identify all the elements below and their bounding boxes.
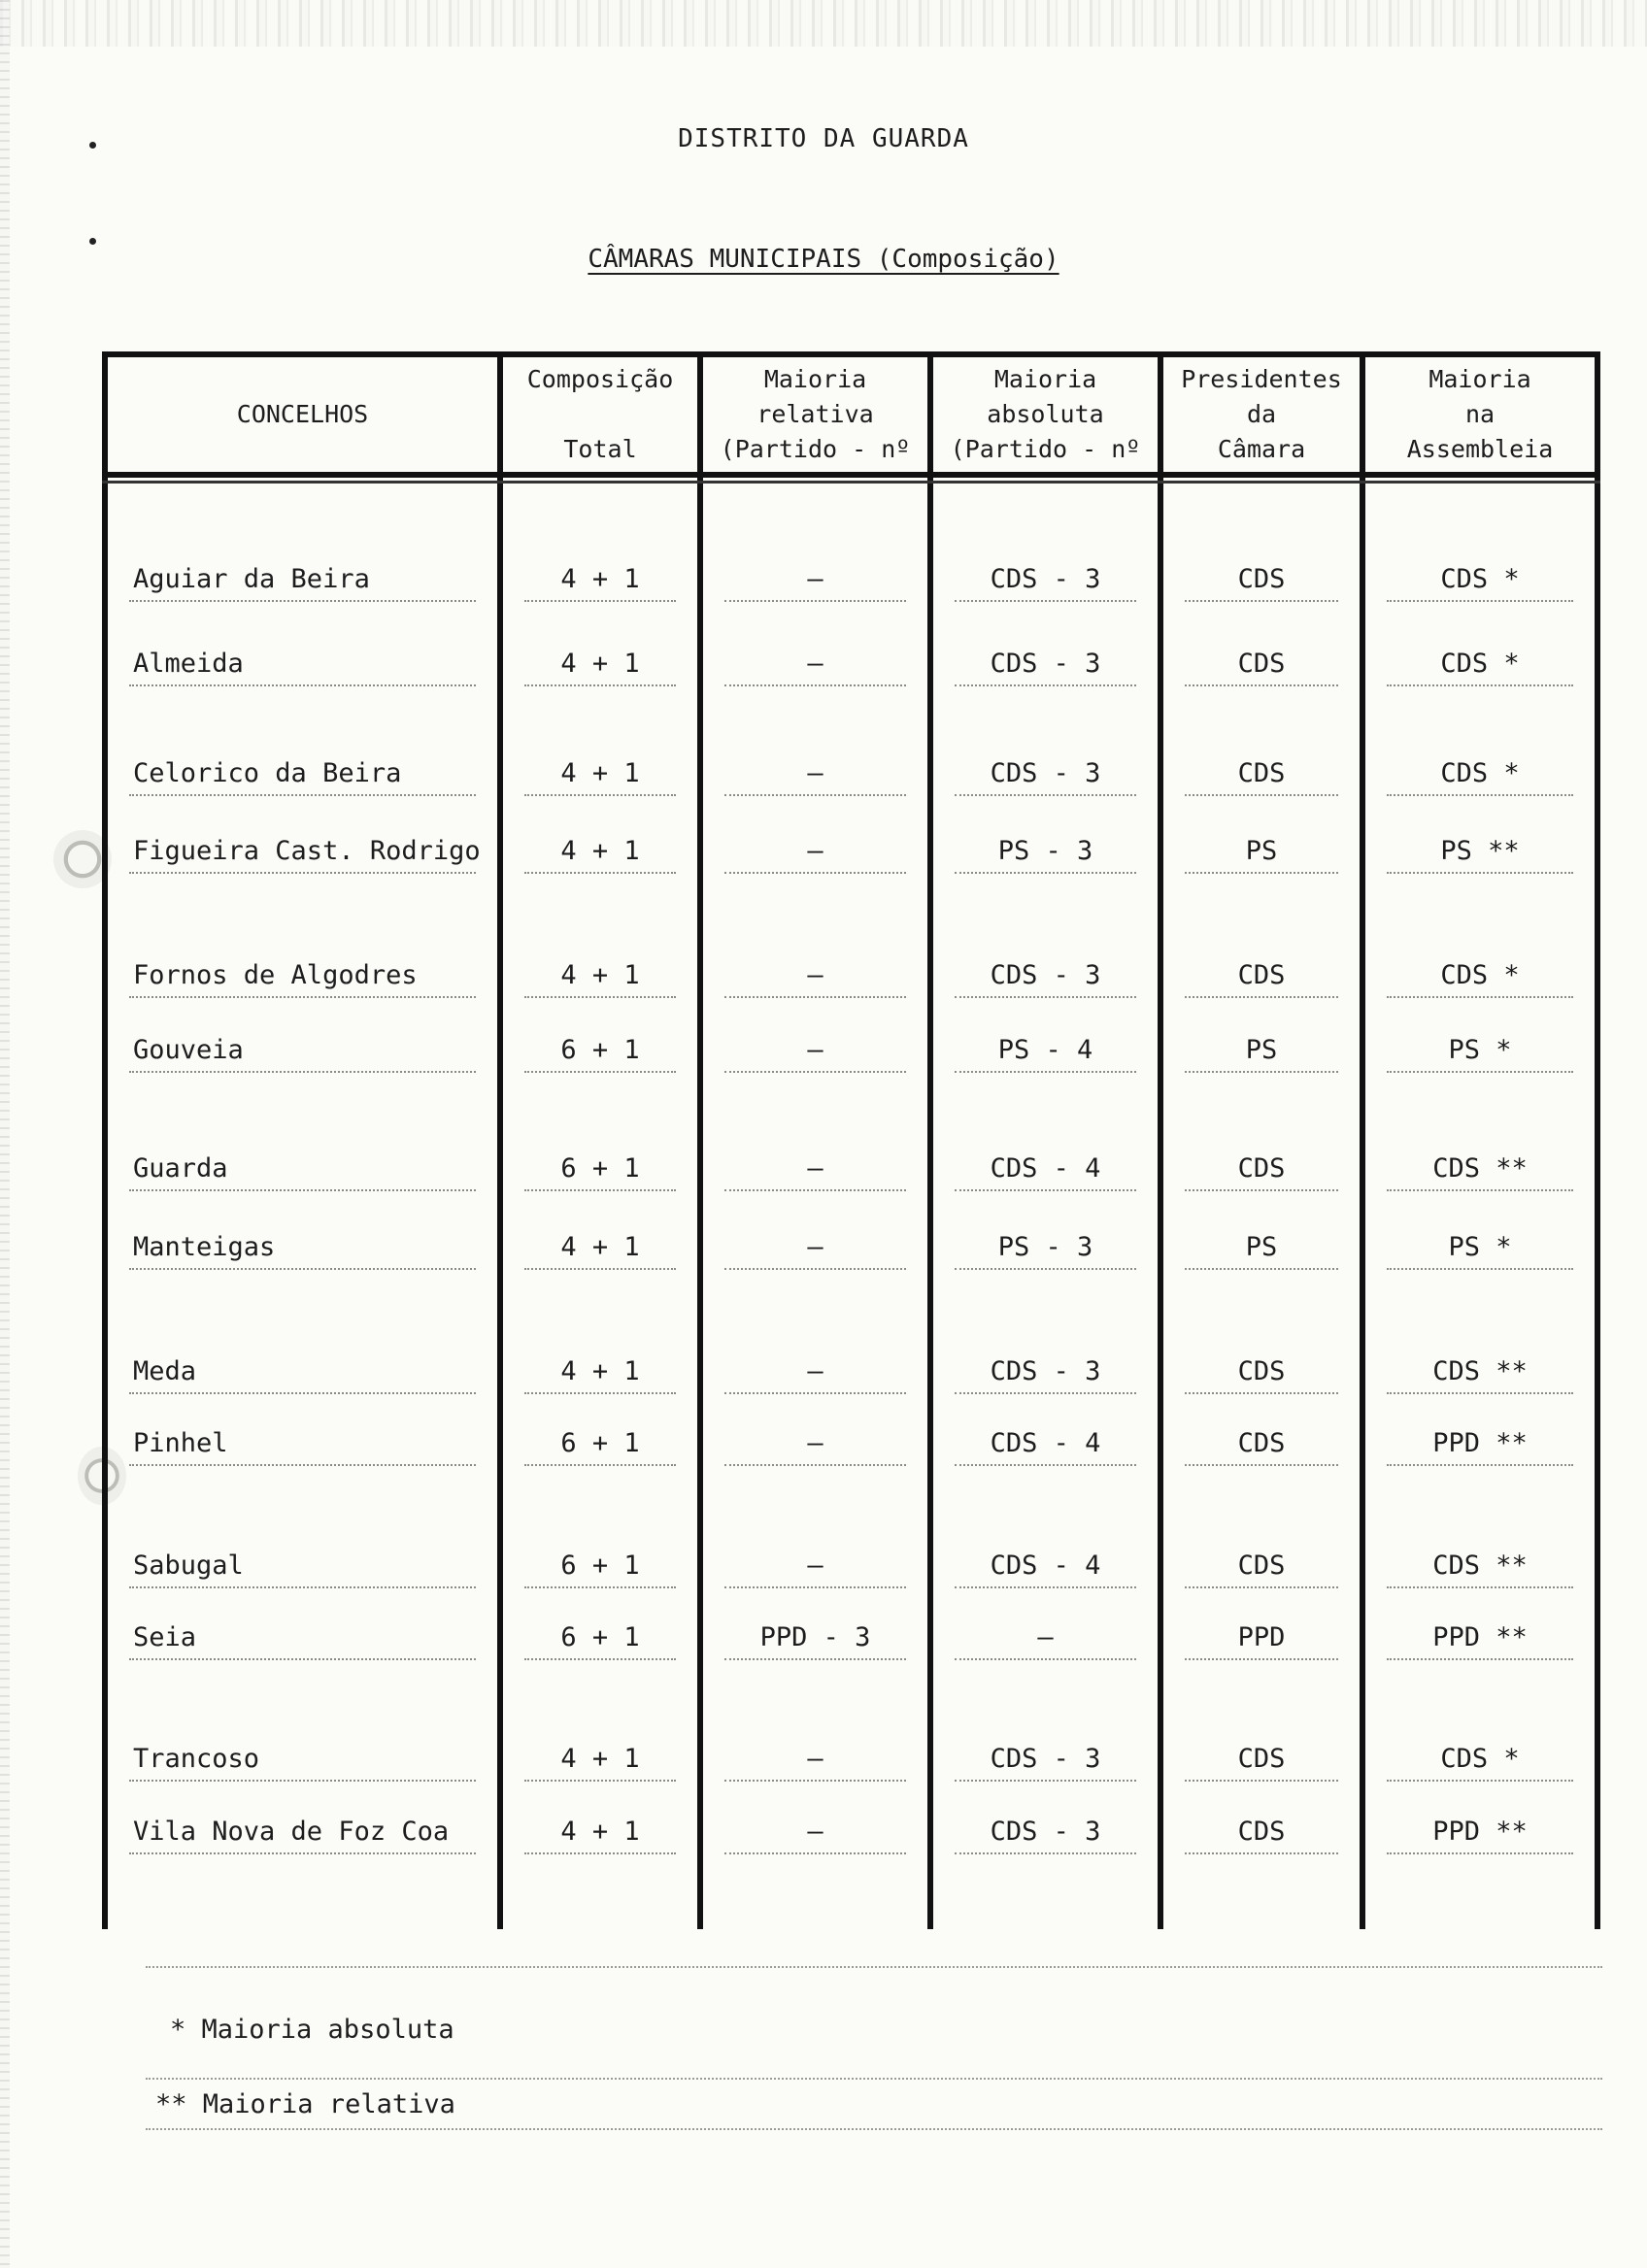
column-header-line: Presidentes: [1181, 365, 1342, 393]
assembly-majority-cell: CDS *: [1440, 758, 1520, 788]
row-guide-dots: [724, 1852, 906, 1854]
assembly-majority-cell: PS *: [1448, 1035, 1512, 1065]
column-header-line: relativa: [756, 400, 874, 428]
assembly-majority-cell: PPD **: [1432, 1817, 1528, 1847]
assembly-majority-cell: CDS *: [1440, 649, 1520, 679]
total-cell: 6 + 1: [560, 1428, 640, 1458]
absolute-majority-cell: CDS - 4: [990, 1428, 1101, 1458]
row-guide-dots: [1387, 1268, 1573, 1270]
column-header-line: (Partido - nº: [950, 435, 1141, 463]
row-guide-dots: [1185, 600, 1338, 602]
absolute-majority-cell: CDS - 3: [990, 1744, 1101, 1774]
row-guide-dots: [955, 1658, 1136, 1660]
row-guide-dots: [1387, 1464, 1573, 1466]
assembly-majority-cell: CDS *: [1440, 960, 1520, 990]
row-guide-dots: [524, 1268, 676, 1270]
column-header: [1365, 361, 1595, 468]
row-guide-dots: [1185, 1189, 1338, 1191]
column-header-line: da: [1246, 400, 1277, 428]
president-cell: CDS: [1237, 1817, 1286, 1847]
row-guide-dots: [524, 1071, 676, 1073]
concelho-cell: Guarda: [133, 1153, 228, 1184]
relative-majority-cell: —: [807, 649, 824, 679]
relative-majority-cell: —: [807, 564, 824, 594]
column-header: [933, 361, 1158, 468]
row-guide-dots: [129, 872, 476, 874]
row-guide-dots: [524, 794, 676, 796]
absolute-majority-cell: CDS - 4: [990, 1153, 1101, 1184]
row-guide-dots: [129, 1852, 476, 1854]
column-header-line: absoluta: [987, 400, 1104, 428]
row-guide-dots: [724, 996, 906, 998]
row-guide-dots: [955, 996, 1136, 998]
column-header-line: (Partido - nº: [720, 435, 911, 463]
row-guide-dots: [524, 1852, 676, 1854]
column-header-line: na: [1464, 400, 1496, 428]
total-cell: 6 + 1: [560, 1035, 640, 1065]
president-cell: CDS: [1237, 1428, 1286, 1458]
column-header-line: Composição: [526, 365, 674, 393]
header-rule: [102, 472, 1600, 478]
relative-majority-cell: PPD - 3: [759, 1622, 871, 1652]
relative-majority-cell: —: [807, 1153, 824, 1184]
row-guide-dots: [1185, 1586, 1338, 1588]
relative-majority-cell: —: [807, 1428, 824, 1458]
column-header: [1163, 361, 1360, 468]
punch-dot: [89, 238, 96, 245]
absolute-majority-cell: CDS - 3: [990, 758, 1101, 788]
row-guide-dots: [129, 1586, 476, 1588]
row-guide-dots: [524, 600, 676, 602]
column-header: [503, 361, 697, 468]
row-guide-dots: [955, 1586, 1136, 1588]
president-cell: CDS: [1237, 1356, 1286, 1386]
row-guide-dots: [1185, 1071, 1338, 1073]
relative-majority-cell: —: [807, 1232, 824, 1262]
total-cell: 6 + 1: [560, 1551, 640, 1581]
assembly-majority-cell: CDS *: [1440, 1744, 1520, 1774]
president-cell: PS: [1245, 1232, 1278, 1262]
absolute-majority-cell: CDS - 3: [990, 1356, 1101, 1386]
header-rule-thin: [102, 481, 1600, 484]
row-guide-dots: [1387, 872, 1573, 874]
assembly-majority-cell: PS **: [1440, 836, 1520, 866]
row-guide-dots: [955, 1780, 1136, 1782]
column-header-line: CONCELHOS: [236, 400, 369, 428]
absolute-majority-cell: CDS - 3: [990, 649, 1101, 679]
row-guide-dots: [724, 1586, 906, 1588]
row-guide-dots: [1185, 996, 1338, 998]
row-guide-dots: [1387, 1071, 1573, 1073]
row-guide-dots: [129, 684, 476, 686]
column-header: [703, 361, 927, 468]
row-guide-dots: [129, 1392, 476, 1394]
row-guide-dots: [955, 1852, 1136, 1854]
column-header-line: Maioria: [993, 365, 1097, 393]
total-cell: 4 + 1: [560, 649, 640, 679]
column-header: [108, 361, 497, 468]
row-guide-dots: [1185, 1852, 1338, 1854]
row-guide-dots: [1387, 996, 1573, 998]
concelho-cell: Seia: [133, 1622, 197, 1652]
assembly-majority-cell: PPD **: [1432, 1428, 1528, 1458]
row-guide-dots: [724, 1658, 906, 1660]
column-header-line: [592, 397, 607, 432]
row-guide-dots: [955, 600, 1136, 602]
legend-rule: [146, 2078, 1602, 2080]
row-guide-dots: [724, 1392, 906, 1394]
column-header-line: Assembleia: [1406, 435, 1554, 463]
row-guide-dots: [724, 1780, 906, 1782]
absolute-majority-cell: —: [1037, 1622, 1054, 1652]
total-cell: 4 + 1: [560, 1744, 640, 1774]
president-cell: CDS: [1237, 649, 1286, 679]
row-guide-dots: [1185, 1392, 1338, 1394]
row-guide-dots: [129, 996, 476, 998]
president-cell: CDS: [1237, 1551, 1286, 1581]
relative-majority-cell: —: [807, 1744, 824, 1774]
row-guide-dots: [1387, 600, 1573, 602]
total-cell: 6 + 1: [560, 1153, 640, 1184]
row-guide-dots: [724, 1268, 906, 1270]
row-guide-dots: [955, 872, 1136, 874]
row-guide-dots: [1185, 1780, 1338, 1782]
total-cell: 6 + 1: [560, 1622, 640, 1652]
row-guide-dots: [129, 1189, 476, 1191]
row-guide-dots: [955, 1464, 1136, 1466]
row-guide-dots: [955, 1268, 1136, 1270]
row-guide-dots: [955, 1392, 1136, 1394]
total-cell: 4 + 1: [560, 1817, 640, 1847]
row-guide-dots: [524, 1464, 676, 1466]
row-guide-dots: [724, 1189, 906, 1191]
row-guide-dots: [1185, 684, 1338, 686]
row-guide-dots: [724, 794, 906, 796]
relative-majority-cell: —: [807, 1035, 824, 1065]
legend-rule: [146, 2128, 1602, 2130]
relative-majority-cell: —: [807, 960, 824, 990]
row-guide-dots: [1185, 794, 1338, 796]
column-header-line: Total: [563, 435, 637, 463]
row-guide-dots: [955, 794, 1136, 796]
row-guide-dots: [724, 1464, 906, 1466]
row-guide-dots: [524, 1658, 676, 1660]
relative-majority-cell: —: [807, 836, 824, 866]
president-cell: CDS: [1237, 1153, 1286, 1184]
legend-rule: [146, 1966, 1602, 1968]
scan-noise-top: [0, 0, 1647, 47]
concelho-cell: Meda: [133, 1356, 197, 1386]
assembly-majority-cell: CDS **: [1432, 1153, 1528, 1184]
row-guide-dots: [129, 794, 476, 796]
president-cell: PS: [1245, 836, 1278, 866]
relative-majority-cell: —: [807, 758, 824, 788]
relative-majority-cell: —: [807, 1817, 824, 1847]
row-guide-dots: [1387, 684, 1573, 686]
row-guide-dots: [1387, 1852, 1573, 1854]
row-guide-dots: [129, 600, 476, 602]
relative-majority-cell: —: [807, 1551, 824, 1581]
row-guide-dots: [1185, 872, 1338, 874]
total-cell: 4 + 1: [560, 836, 640, 866]
assembly-majority-cell: CDS **: [1432, 1551, 1528, 1581]
row-guide-dots: [524, 1780, 676, 1782]
row-guide-dots: [724, 872, 906, 874]
row-guide-dots: [524, 872, 676, 874]
column-header-line: Maioria: [1429, 365, 1531, 393]
row-guide-dots: [1387, 1658, 1573, 1660]
absolute-majority-cell: PS - 3: [997, 836, 1093, 866]
assembly-majority-cell: CDS **: [1432, 1356, 1528, 1386]
subtitle-text: CÂMARAS MUNICIPAIS (Composição): [588, 245, 1059, 274]
row-guide-dots: [955, 1189, 1136, 1191]
absolute-majority-cell: CDS - 3: [990, 960, 1101, 990]
document-subtitle: [0, 245, 1647, 274]
president-cell: PPD: [1237, 1622, 1286, 1652]
concelho-cell: Fornos de Algodres: [133, 960, 418, 990]
president-cell: PS: [1245, 1035, 1278, 1065]
row-guide-dots: [1185, 1658, 1338, 1660]
row-guide-dots: [524, 1586, 676, 1588]
row-guide-dots: [1387, 794, 1573, 796]
absolute-majority-cell: CDS - 4: [990, 1551, 1101, 1581]
assembly-majority-cell: CDS *: [1440, 564, 1520, 594]
absolute-majority-cell: CDS - 3: [990, 564, 1101, 594]
total-cell: 4 + 1: [560, 1232, 640, 1262]
concelho-cell: Aguiar da Beira: [133, 564, 370, 594]
row-guide-dots: [955, 1071, 1136, 1073]
row-guide-dots: [524, 684, 676, 686]
row-guide-dots: [1387, 1392, 1573, 1394]
row-guide-dots: [129, 1268, 476, 1270]
concelho-cell: Celorico da Beira: [133, 758, 402, 788]
president-cell: CDS: [1237, 1744, 1286, 1774]
row-guide-dots: [724, 600, 906, 602]
total-cell: 4 + 1: [560, 758, 640, 788]
document-title: DISTRITO DA GUARDA: [678, 124, 969, 153]
president-cell: CDS: [1237, 564, 1286, 594]
row-guide-dots: [129, 1464, 476, 1466]
concelho-cell: Vila Nova de Foz Coa: [133, 1817, 450, 1847]
row-guide-dots: [1387, 1189, 1573, 1191]
absolute-majority-cell: PS - 3: [997, 1232, 1093, 1262]
absolute-majority-cell: CDS - 3: [990, 1817, 1101, 1847]
row-guide-dots: [524, 1392, 676, 1394]
row-guide-dots: [524, 996, 676, 998]
relative-majority-cell: —: [807, 1356, 824, 1386]
concelho-cell: Pinhel: [133, 1428, 228, 1458]
concelho-cell: Gouveia: [133, 1035, 244, 1065]
assembly-majority-cell: PPD **: [1432, 1622, 1528, 1652]
row-guide-dots: [129, 1658, 476, 1660]
concelho-cell: Manteigas: [133, 1232, 276, 1262]
absolute-majority-cell: PS - 4: [997, 1035, 1093, 1065]
concelho-cell: Figueira Cast. Rodrigo: [133, 836, 481, 866]
concelho-cell: Almeida: [133, 649, 244, 679]
row-guide-dots: [724, 684, 906, 686]
column-header-line: Câmara: [1217, 435, 1306, 463]
row-guide-dots: [955, 684, 1136, 686]
row-guide-dots: [724, 1071, 906, 1073]
row-guide-dots: [1387, 1586, 1573, 1588]
row-guide-dots: [129, 1780, 476, 1782]
legend-relative-majority: ** Maioria relativa: [155, 2089, 455, 2119]
row-guide-dots: [524, 1189, 676, 1191]
row-guide-dots: [1387, 1780, 1573, 1782]
assembly-majority-cell: PS *: [1448, 1232, 1512, 1262]
president-cell: CDS: [1237, 758, 1286, 788]
total-cell: 4 + 1: [560, 960, 640, 990]
legend-absolute-majority: * Maioria absoluta: [170, 2015, 454, 2045]
total-cell: 4 + 1: [560, 564, 640, 594]
row-guide-dots: [1185, 1464, 1338, 1466]
concelho-cell: Sabugal: [133, 1551, 244, 1581]
scan-left-edge: [0, 0, 10, 2268]
concelho-cell: Trancoso: [133, 1744, 260, 1774]
row-guide-dots: [129, 1071, 476, 1073]
row-guide-dots: [1185, 1268, 1338, 1270]
total-cell: 4 + 1: [560, 1356, 640, 1386]
president-cell: CDS: [1237, 960, 1286, 990]
column-header-line: Maioria: [763, 365, 867, 393]
